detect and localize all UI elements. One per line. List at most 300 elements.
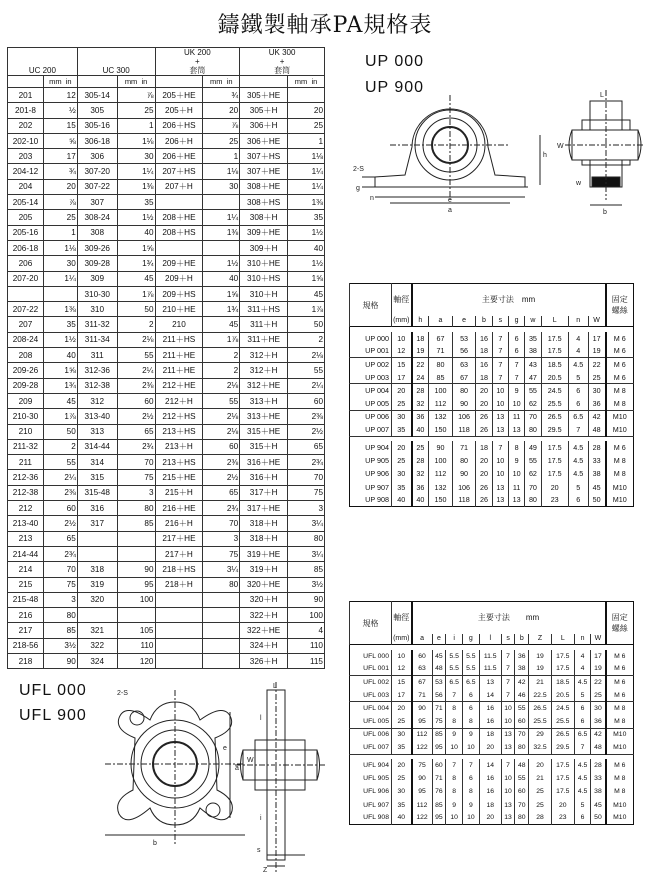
table-cell: 316: [77, 501, 117, 516]
table-cell: 7: [492, 345, 508, 358]
table-cell: 10: [501, 715, 515, 728]
table-cell: 311＋HS: [240, 302, 288, 317]
table-cell: 307＋HE: [240, 164, 288, 179]
table-cell: 6: [574, 702, 591, 715]
table-cell: 16: [476, 332, 492, 345]
table-cell: 212＋H: [155, 393, 203, 408]
table-row: [350, 384, 634, 397]
table-cell: [8, 286, 44, 301]
table-row: [8, 149, 325, 164]
table-cell: 70: [525, 410, 541, 423]
table-cell: 1⅜: [117, 179, 155, 194]
table-cell: 75: [117, 470, 155, 485]
table-cell: 2¾: [288, 455, 325, 470]
table-cell: 45: [432, 650, 446, 663]
table-cell: 211＋HE: [155, 348, 203, 363]
table-cell: 215: [8, 577, 44, 592]
table-cell: 2⅜: [203, 455, 240, 470]
table-cell: 4.5: [568, 467, 588, 480]
table-cell: 90: [452, 397, 476, 410]
table-row: [8, 409, 325, 424]
table-row: [8, 485, 325, 500]
table-cell: 7: [446, 759, 463, 772]
table-cell: 10: [508, 467, 524, 480]
table-row: [350, 345, 634, 358]
table-cell: 1¾: [117, 256, 155, 271]
column-header: h: [412, 316, 429, 327]
table-cell: 7: [508, 358, 524, 371]
up-pillow-block-drawing: [350, 85, 645, 220]
dim-label: n: [370, 195, 374, 202]
table-cell: 2⅜: [117, 378, 155, 393]
table-cell: UP 907: [365, 482, 389, 492]
table-cell: 20: [551, 799, 574, 812]
column-header: w: [525, 316, 541, 327]
table-cell: 80: [515, 812, 529, 825]
table-cell: 6: [463, 772, 480, 785]
table-cell: 110: [288, 638, 325, 653]
table-cell: 56: [432, 689, 446, 702]
table-cell: 60: [515, 785, 529, 798]
table-cell: 311＋HE: [240, 332, 288, 347]
table-cell: 55: [43, 455, 77, 470]
unit-mm: (mm): [392, 634, 412, 645]
table-row: [8, 210, 325, 225]
table-cell: 1⅜: [203, 225, 240, 240]
table-cell: 212: [8, 501, 44, 516]
table-cell: 2¼: [43, 470, 77, 485]
table-cell: 1⅛: [203, 164, 240, 179]
table-row: [8, 608, 325, 623]
table-row: [350, 332, 634, 345]
table-cell: 8: [446, 702, 463, 715]
table-cell: 17.5: [541, 332, 568, 345]
table-cell: UFL 000: [363, 652, 389, 660]
table-cell: 312＋H: [240, 363, 288, 378]
table-cell: 47: [525, 371, 541, 384]
table-cell: 218: [8, 653, 44, 668]
table-cell: 28: [588, 441, 605, 454]
table-cell: M 8: [606, 384, 634, 397]
table-cell: UFL 005: [350, 715, 392, 728]
table-cell: 319＋H: [240, 562, 288, 577]
table-cell: 26.5: [551, 728, 574, 741]
table-cell: 150: [429, 423, 453, 436]
table-cell: 65: [117, 424, 155, 439]
table-cell: 10: [492, 397, 508, 410]
table-cell: 212＋HS: [155, 409, 203, 424]
table-cell: 17: [591, 650, 606, 663]
table-cell: UP 904: [365, 443, 389, 453]
col-uk200: UK 200 + 套筒: [155, 48, 240, 76]
table-cell: ⅞: [43, 195, 77, 210]
table-cell: 6: [574, 715, 591, 728]
table-cell: [117, 608, 155, 623]
table-cell: 209＋HE: [155, 256, 203, 271]
table-cell: 319＋HE: [240, 546, 288, 561]
table-cell: 5.5: [446, 663, 463, 676]
column-header: b: [515, 634, 529, 645]
table-cell: 308: [77, 225, 117, 240]
table-cell: 25: [392, 772, 412, 785]
table-cell: 56: [452, 345, 476, 358]
table-cell: 55: [515, 772, 529, 785]
table-cell: 207-20: [8, 271, 44, 286]
table-cell: 112: [412, 799, 433, 812]
table-cell: 30: [43, 256, 77, 271]
table-cell: 6: [463, 689, 480, 702]
table-cell: 213＋HS: [155, 455, 203, 470]
table-cell: UFL 906: [363, 788, 389, 796]
table-cell: 14: [479, 759, 501, 772]
table-cell: ¾: [203, 88, 240, 103]
up-model-900: UP 900: [365, 79, 425, 96]
table-cell: 17: [588, 332, 605, 345]
table-cell: 209-28: [8, 378, 44, 393]
table-row: [350, 812, 634, 825]
table-cell: 15: [392, 358, 412, 371]
table-cell: 326＋H: [240, 653, 288, 668]
table-cell: 71: [452, 441, 476, 454]
table-cell: 50: [591, 812, 606, 825]
table-cell: 17.5: [551, 663, 574, 676]
table-cell: 306＋HE: [240, 133, 288, 148]
table-cell: 25.5: [541, 397, 568, 410]
table-cell: 70: [515, 799, 529, 812]
table-cell: 1½: [117, 210, 155, 225]
table-cell: 25: [43, 210, 77, 225]
table-cell: 2: [203, 363, 240, 378]
table-cell: 90: [288, 592, 325, 607]
column-header: L: [541, 316, 568, 327]
table-cell: 308-24: [77, 210, 117, 225]
table-cell: 308＋HS: [240, 195, 288, 210]
table-cell: 16: [479, 772, 501, 785]
table-cell: 20.5: [551, 689, 574, 702]
table-cell: 49: [525, 441, 541, 454]
table-cell: UP 007: [350, 423, 392, 436]
table-cell: 1: [43, 225, 77, 240]
table-cell: 320＋H: [240, 592, 288, 607]
table-cell: 12: [392, 345, 412, 358]
table-cell: 218＋HS: [155, 562, 203, 577]
table-cell: 19: [529, 663, 552, 676]
table-cell: 17.5: [541, 345, 568, 358]
table-cell: 71: [432, 772, 446, 785]
table-cell: 13: [492, 494, 508, 507]
table-cell: 2¼: [288, 378, 325, 393]
table-cell: 2: [288, 332, 325, 347]
table-cell: 307＋HS: [240, 149, 288, 164]
table-cell: UFL 907: [363, 801, 389, 809]
table-cell: 30: [588, 384, 605, 397]
table-cell: 2¾: [43, 546, 77, 561]
table-cell: 19: [591, 663, 606, 676]
table-cell: 318＋H: [240, 531, 288, 546]
table-cell: 1⅝: [288, 271, 325, 286]
table-cell: 95: [412, 785, 433, 798]
table-cell: 45: [203, 317, 240, 332]
table-cell: 2⅛: [203, 378, 240, 393]
table-cell: 211＋HE: [155, 363, 203, 378]
table-cell: 25: [203, 133, 240, 148]
table-row: [8, 302, 325, 317]
table-row: [350, 728, 634, 741]
table-cell: 36: [412, 481, 429, 494]
col-uc300: UC 300: [77, 48, 155, 76]
table-cell: 22: [591, 676, 606, 689]
table-cell: 40: [117, 225, 155, 240]
table-cell: 210＋HE: [155, 302, 203, 317]
table-cell: 75: [412, 759, 433, 772]
table-cell: 308＋H: [240, 210, 288, 225]
table-cell: 13: [501, 741, 515, 754]
table-cell: 5.5: [446, 650, 463, 663]
table-cell: 53: [432, 676, 446, 689]
table-cell: M10: [606, 812, 634, 825]
table-cell: 324＋H: [240, 638, 288, 653]
table-row: [8, 348, 325, 363]
table-cell: [155, 608, 203, 623]
table-cell: 3¼: [288, 516, 325, 531]
table-cell: M 8: [606, 715, 634, 728]
table-row: [350, 397, 634, 410]
table-cell: [203, 623, 240, 638]
table-cell: 6: [508, 345, 524, 358]
table-cell: 10: [501, 785, 515, 798]
table-cell: 17: [43, 149, 77, 164]
table-cell: 33: [588, 454, 605, 467]
table-row: [350, 689, 634, 702]
table-cell: 2½: [117, 409, 155, 424]
table-cell: [77, 608, 117, 623]
table-cell: 310＋HS: [240, 271, 288, 286]
table-cell: 205＋H: [155, 103, 203, 118]
table-cell: UFL 002: [363, 678, 389, 686]
table-cell: 307-22: [77, 179, 117, 194]
table-cell: 3: [43, 592, 77, 607]
table-cell: M 6: [606, 441, 634, 454]
table-cell: UP 905: [365, 456, 389, 466]
table-cell: 60: [43, 501, 77, 516]
table-cell: 110: [117, 638, 155, 653]
table-cell: 35: [525, 332, 541, 345]
table-row: [8, 531, 325, 546]
table-cell: 207＋H: [155, 179, 203, 194]
table-cell: 312: [77, 393, 117, 408]
dim-label: 2-S: [117, 690, 128, 697]
table-cell: [155, 638, 203, 653]
table-cell: 65: [203, 485, 240, 500]
table-cell: 38: [515, 663, 529, 676]
table-cell: 105: [117, 623, 155, 638]
table-cell: M 6: [606, 371, 634, 384]
table-cell: 309＋HE: [240, 225, 288, 240]
table-cell: 80: [525, 494, 541, 507]
table-cell: 218＋H: [155, 577, 203, 592]
table-cell: 215＋H: [155, 485, 203, 500]
dim-label: W: [557, 143, 564, 150]
table-cell: 42: [515, 676, 529, 689]
table-cell: 20: [529, 759, 552, 772]
column-header: a: [412, 634, 433, 645]
table-cell: 13: [492, 410, 508, 423]
table-cell: 132: [429, 481, 453, 494]
table-cell: 28: [591, 759, 606, 772]
table-cell: 8: [508, 441, 524, 454]
table-cell: 30: [203, 179, 240, 194]
table-row: [8, 103, 325, 118]
table-cell: 63: [452, 358, 476, 371]
table-cell: 12: [392, 663, 412, 676]
fix-screw-header: 固定 螺絲: [606, 284, 634, 327]
table-cell: 317: [77, 516, 117, 531]
table-cell: 1⅝: [203, 286, 240, 301]
table-cell: 65: [43, 531, 77, 546]
spec-header: 規格: [350, 602, 392, 645]
table-cell: 208-24: [8, 332, 44, 347]
table-cell: 50: [43, 424, 77, 439]
table-cell: 2¼: [117, 363, 155, 378]
column-header: e: [452, 316, 476, 327]
table-cell: 10: [501, 702, 515, 715]
table-cell: 218-56: [8, 638, 44, 653]
table-row: [8, 623, 325, 638]
column-header: a: [429, 316, 453, 327]
table-cell: UP 906: [365, 469, 389, 479]
table-cell: 9: [463, 799, 480, 812]
table-cell: 30: [117, 149, 155, 164]
table-cell: 118: [452, 423, 476, 436]
dim-label: s: [257, 847, 261, 854]
table-cell: 311: [77, 348, 117, 363]
dim-label: L: [600, 92, 604, 99]
col-uc200: UC 200: [8, 48, 78, 76]
table-cell: 7: [446, 689, 463, 702]
table-cell: 40: [412, 423, 429, 436]
table-cell: 17.5: [551, 785, 574, 798]
dim-label: e: [448, 197, 452, 204]
table-row: [350, 410, 634, 423]
table-cell: 6: [568, 494, 588, 507]
table-cell: 70: [43, 562, 77, 577]
table-cell: 45: [117, 271, 155, 286]
table-cell: 319: [77, 577, 117, 592]
table-cell: 38: [591, 785, 606, 798]
table-cell: 25: [412, 441, 429, 454]
table-cell: 2⅛: [203, 409, 240, 424]
table-cell: 6: [508, 332, 524, 345]
table-cell: UFL 003: [350, 689, 392, 702]
table-cell: 13: [492, 423, 508, 436]
table-cell: 7: [492, 371, 508, 384]
table-cell: 2⅛: [288, 348, 325, 363]
table-cell: 4: [568, 345, 588, 358]
table-cell: 15: [392, 676, 412, 689]
table-cell: 320: [77, 592, 117, 607]
table-cell: UFL 007: [350, 741, 392, 754]
table-cell: 28: [529, 812, 552, 825]
table-cell: 16: [476, 358, 492, 371]
table-row: [350, 702, 634, 715]
table-cell: 1½: [288, 225, 325, 240]
table-cell: 310: [77, 302, 117, 317]
table-cell: 26: [476, 494, 492, 507]
column-header: e: [432, 634, 446, 645]
table-cell: 3½: [288, 577, 325, 592]
table-cell: 209-26: [8, 363, 44, 378]
table-row: [350, 494, 634, 507]
table-cell: 90: [43, 653, 77, 668]
table-cell: 2⅜: [288, 409, 325, 424]
table-cell: 20: [476, 454, 492, 467]
table-cell: 217＋H: [155, 546, 203, 561]
table-cell: 55: [525, 384, 541, 397]
table-row: [350, 741, 634, 754]
dim-label: w: [576, 180, 582, 187]
table-cell: 11.5: [479, 663, 501, 676]
table-cell: 7: [568, 423, 588, 436]
table-cell: 20: [479, 812, 501, 825]
dim-label: a: [235, 765, 239, 772]
table-cell: UFL 905: [363, 775, 389, 783]
table-cell: 207＋HS: [155, 164, 203, 179]
table-cell: 4.5: [568, 441, 588, 454]
table-cell: 10: [492, 384, 508, 397]
ufl-model-000: UFL 000: [19, 682, 87, 699]
table-cell: 30: [392, 785, 412, 798]
table-cell: 1⅝: [117, 240, 155, 255]
table-cell: 305＋HE: [240, 88, 288, 103]
table-cell: 40: [288, 240, 325, 255]
table-cell: 12: [43, 88, 77, 103]
table-cell: 209＋H: [155, 271, 203, 286]
table-cell: 25: [529, 799, 552, 812]
table-cell: [203, 195, 240, 210]
table-cell: 35: [392, 799, 412, 812]
table-cell: 25: [588, 371, 605, 384]
table-cell: [43, 286, 77, 301]
table-cell: 4.5: [574, 772, 591, 785]
table-cell: 210: [155, 317, 203, 332]
table-cell: 65: [288, 439, 325, 454]
table-cell: 13: [501, 728, 515, 741]
table-cell: 6.5: [568, 410, 588, 423]
table-cell: 1¾: [43, 378, 77, 393]
table-cell: 9: [463, 728, 480, 741]
table-cell: 322: [77, 638, 117, 653]
table-cell: 20: [476, 467, 492, 480]
table-cell: 20: [392, 441, 412, 454]
table-cell: 324: [77, 653, 117, 668]
table-cell: 36: [515, 650, 529, 663]
table-cell: M 8: [606, 785, 634, 798]
table-row: [8, 653, 325, 668]
table-cell: 2½: [203, 470, 240, 485]
table-cell: 6: [568, 384, 588, 397]
table-cell: 35: [392, 741, 412, 754]
table-cell: 213＋H: [155, 439, 203, 454]
table-cell: 75: [203, 546, 240, 561]
table-cell: 62: [525, 397, 541, 410]
table-cell: 28: [412, 384, 429, 397]
table-cell: 48: [588, 423, 605, 436]
table-cell: 309-28: [77, 256, 117, 271]
table-cell: [155, 653, 203, 668]
table-row: [8, 332, 325, 347]
table-cell: 20: [476, 384, 492, 397]
table-cell: 4: [574, 663, 591, 676]
